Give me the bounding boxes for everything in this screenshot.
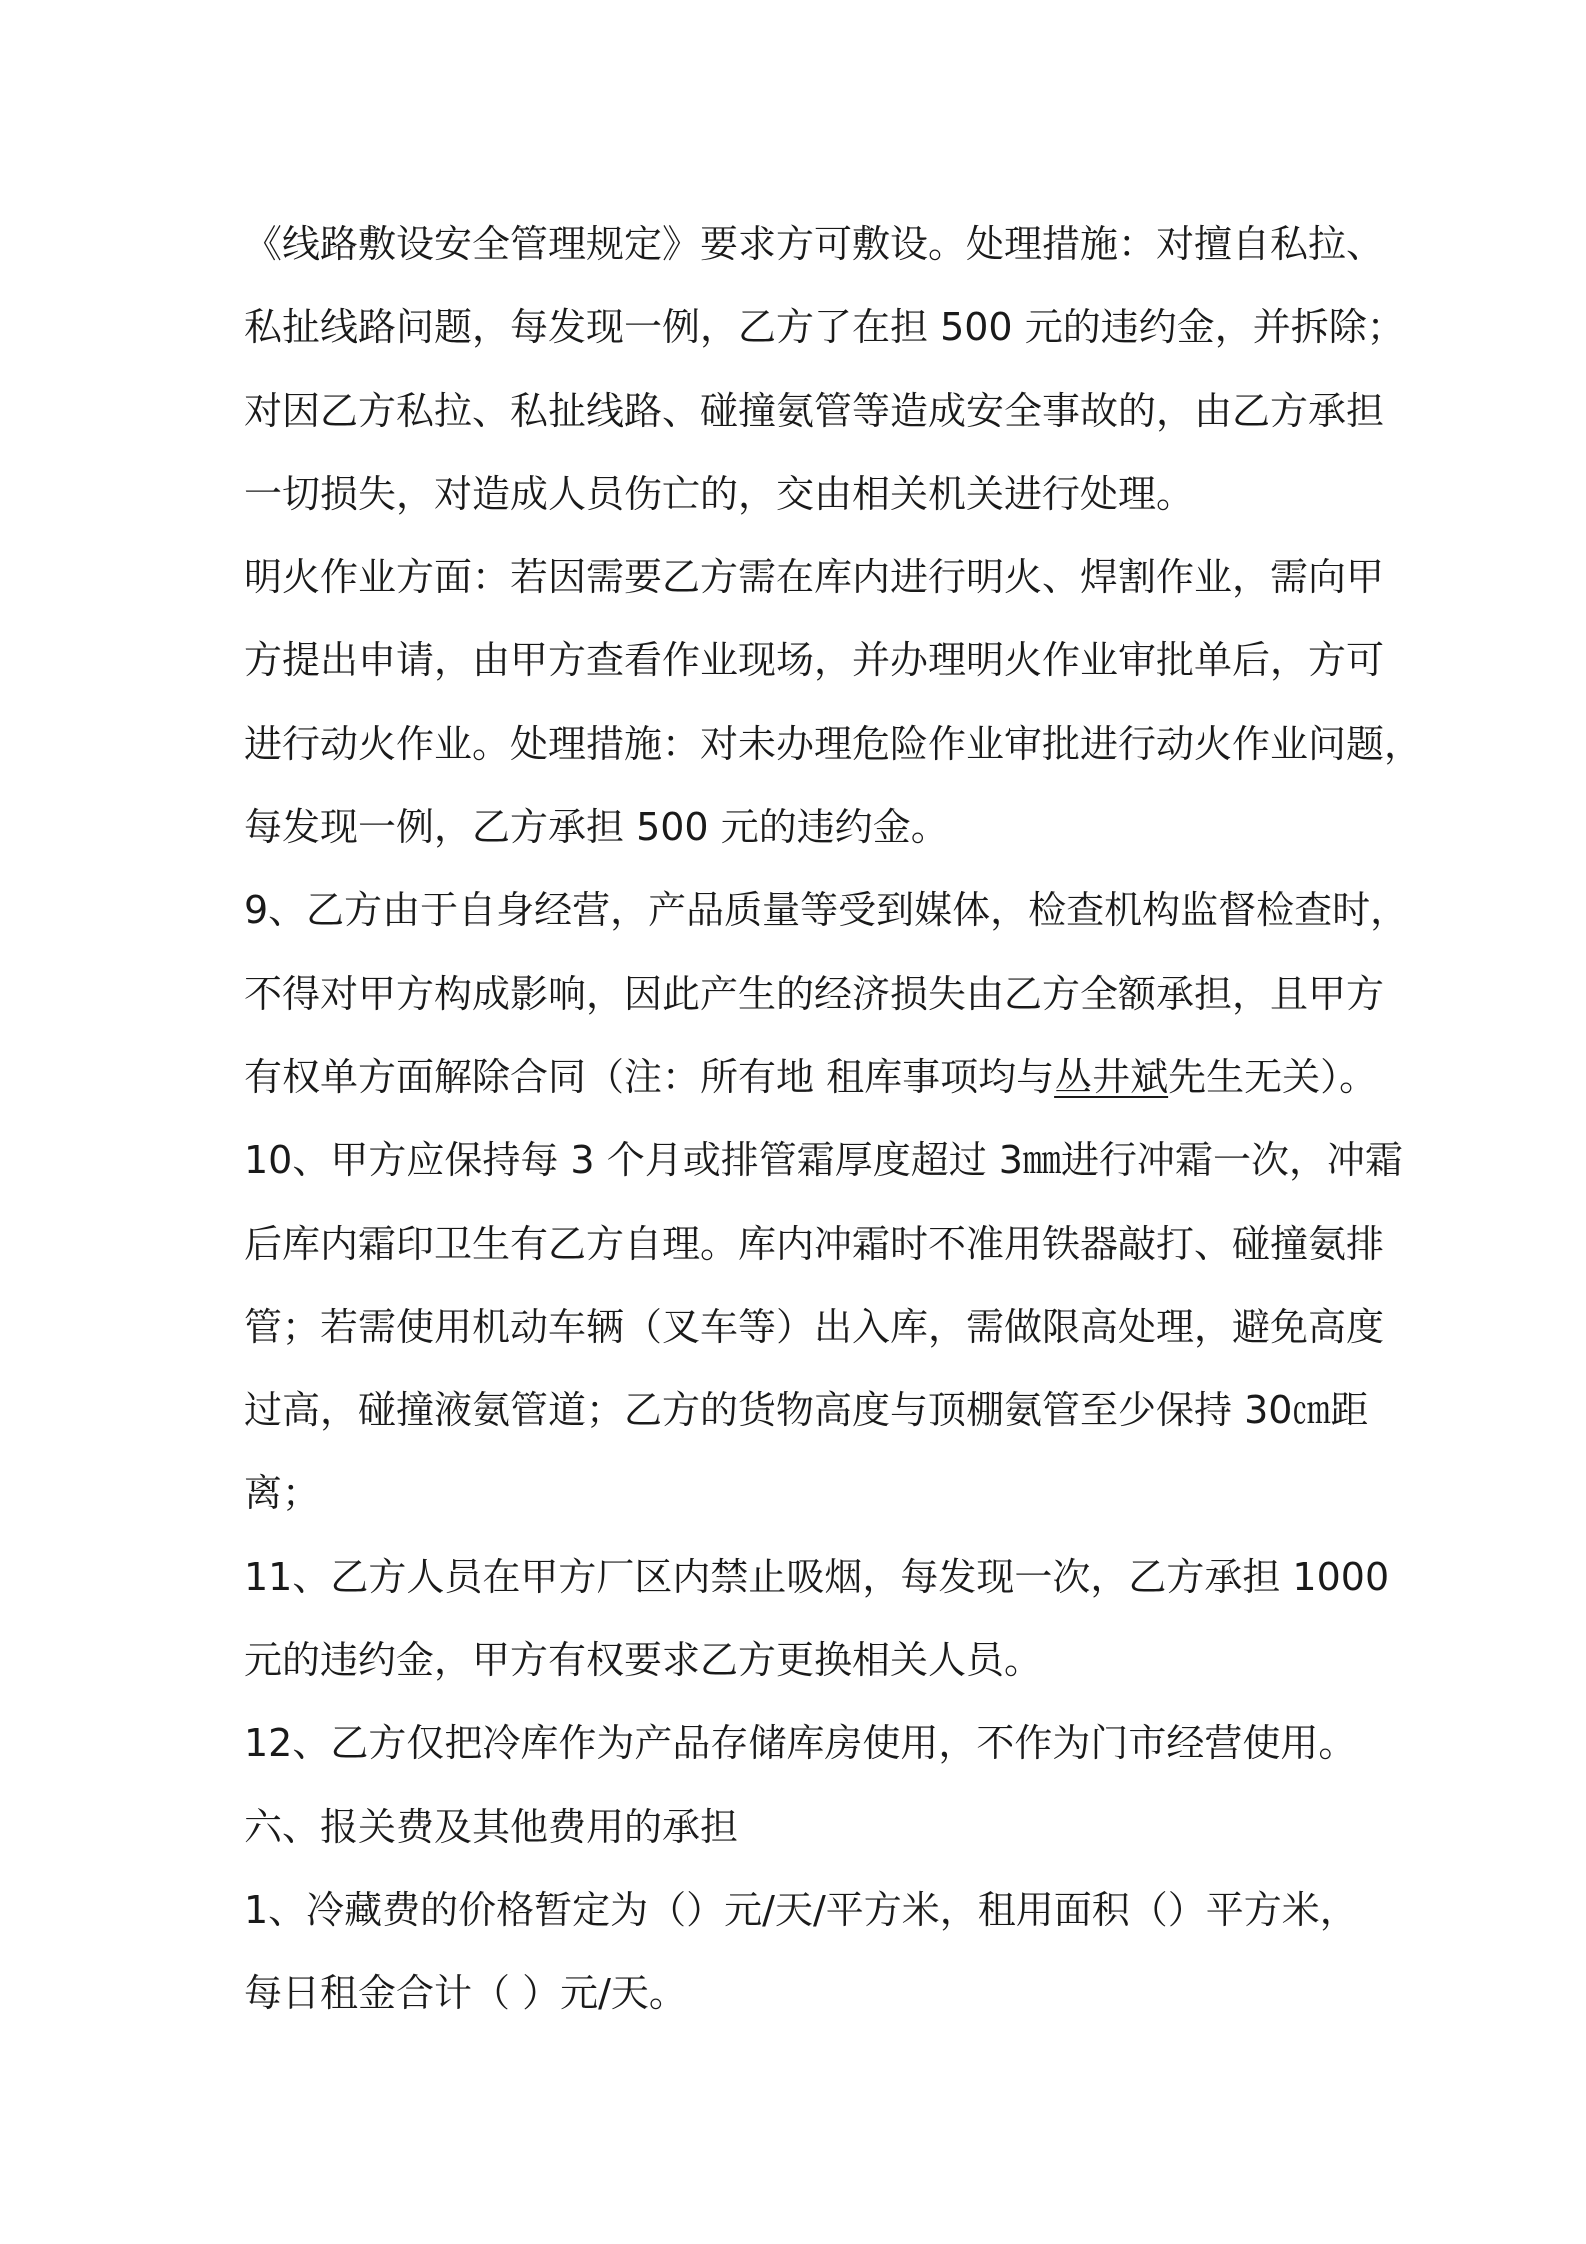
text-line: 过高，碰撞液氨管道；乙方的货物高度与顶棚氨管至少保持 30㎝距: [244, 1388, 1369, 1433]
contract-body-text: [244, 203, 1423, 2036]
text-line: 离；: [244, 1471, 321, 1516]
section-heading: 六、报关费及其他费用的承担: [244, 1804, 739, 1849]
underlined-name: 丛井斌: [1054, 1054, 1169, 1099]
text-line: 私扯线路问题，每发现一例，乙方了在担 500 元的违约金，并拆除；: [244, 305, 1405, 350]
text-line: 进行动火作业。处理措施：对未办理危险作业审批进行动火作业问题，: [244, 721, 1423, 766]
text-line: 1、冷藏费的价格暂定为（）元/天/平方米，租用面积（）平方米，: [244, 1887, 1358, 1932]
text-line: 11、乙方人员在甲方厂区内禁止吸烟，每发现一次，乙方承担 1000: [244, 1554, 1390, 1599]
text-line: 管；若需使用机动车辆（叉车等）出入库，需做限高处理，避免高度: [244, 1304, 1385, 1349]
text-line: 《线路敷设安全管理规定》要求方可敷设。处理措施：对擅自私拉、: [244, 222, 1385, 266]
text-line-with-underline: [244, 1036, 1378, 1119]
text-line: 明火作业方面：若因需要乙方需在库内进行明火、焊割作业，需向甲: [244, 555, 1385, 600]
text-line: 9、乙方由于自身经营，产品质量等受到媒体，检查机构监督检查时，: [244, 888, 1409, 933]
text-line: 不得对甲方构成影响，因此产生的经济损失由乙方全额承担，且甲方: [244, 971, 1385, 1016]
text-segment: 先生无关）。: [1168, 1054, 1378, 1099]
text-line: 后库内霜印卫生有乙方自理。库内冲霜时不准用铁器敲打、碰撞氨排: [244, 1221, 1385, 1266]
text-line: 10、甲方应保持每 3 个月或排管霜厚度超过 3㎜进行冲霜一次，冲霜: [244, 1138, 1403, 1183]
text-line: 12、乙方仅把冷库作为产品存储库房使用，不作为门市经营使用。: [244, 1721, 1357, 1766]
text-line: 元的违约金，甲方有权要求乙方更换相关人员。: [244, 1638, 1043, 1683]
text-line: 对因乙方私拉、私扯线路、碰撞氨管等造成安全事故的，由乙方承担: [244, 388, 1385, 433]
text-line: 方提出申请，由甲方查看作业现场，并办理明火作业审批单后，方可: [244, 638, 1385, 683]
text-line: 每日租金合计（ ）元/天。: [244, 1971, 687, 2016]
text-segment: 有权单方面解除合同（注：所有地 租库事项均与: [244, 1054, 1055, 1099]
text-line: 每发现一例，乙方承担 500 元的违约金。: [244, 805, 949, 850]
text-line: 一切损失，对造成人员伤亡的，交由相关机关进行处理。: [244, 471, 1195, 516]
